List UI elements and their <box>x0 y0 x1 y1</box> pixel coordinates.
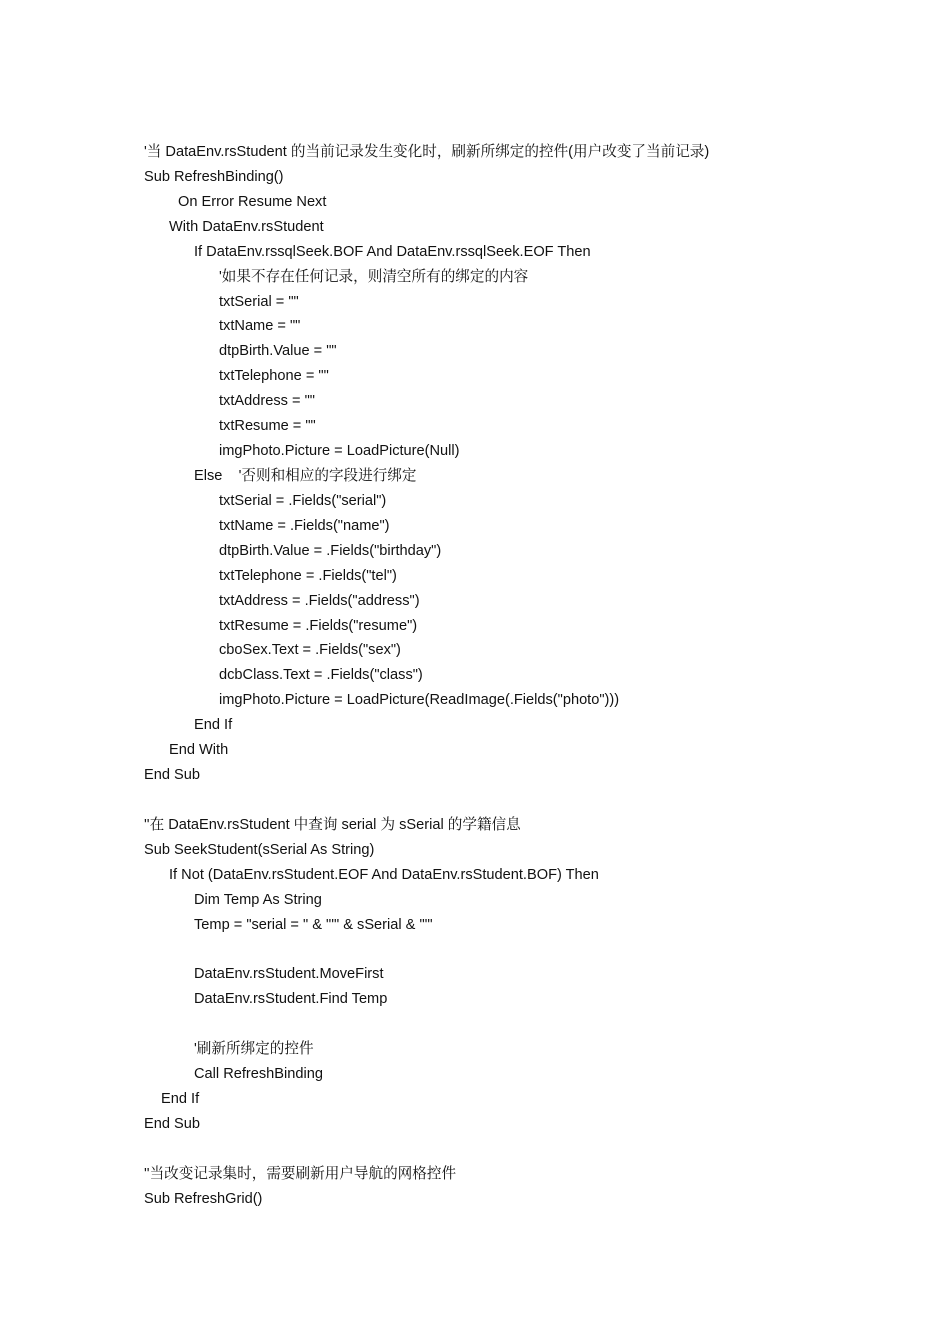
code-line: txtName = "" <box>219 318 301 335</box>
code-line: txtSerial = .Fields("serial") <box>219 492 387 509</box>
code-line: End If <box>194 717 233 734</box>
code-line: txtResume = .Fields("resume") <box>219 617 418 634</box>
code-line: imgPhoto.Picture = LoadPicture(ReadImage(.Fields("photo"))) <box>219 692 620 709</box>
code-line: Sub RefreshBinding() <box>144 168 284 185</box>
code-line: Temp = "serial = " & "'" & sSerial & "'" <box>194 916 433 933</box>
code-line: ''当改变记录集时，需要刷新用户导航的网格控件 <box>144 1165 457 1182</box>
code-line: On Error Resume Next <box>178 193 327 210</box>
code-line: Else '否则和相应的字段进行绑定 <box>194 467 417 484</box>
code-line <box>144 788 924 813</box>
code-line: If DataEnv.rssqlSeek.BOF And DataEnv.rssqlSeek.EOF Then <box>194 243 591 260</box>
code-line: txtAddress = "" <box>219 393 315 410</box>
code-document <box>144 140 924 1212</box>
code-line: DataEnv.rsStudent.Find Temp <box>194 991 388 1008</box>
code-line: txtResume = "" <box>219 418 316 435</box>
code-line <box>144 938 924 963</box>
code-line: Dim Temp As String <box>194 891 322 908</box>
code-line: txtTelephone = "" <box>219 368 329 385</box>
code-line <box>144 1137 924 1162</box>
code-line: Call RefreshBinding <box>194 1066 323 1083</box>
code-line: txtAddress = .Fields("address") <box>219 592 420 609</box>
code-line: End Sub <box>144 1115 200 1132</box>
code-line: '刷新所绑定的控件 <box>194 1041 314 1058</box>
code-line: If Not (DataEnv.rsStudent.EOF And DataEnv.rsStudent.BOF) Then <box>169 866 599 883</box>
code-line: DataEnv.rsStudent.MoveFirst <box>194 966 384 983</box>
code-line: End If <box>161 1091 200 1108</box>
code-line <box>144 1012 924 1037</box>
code-line: dtpBirth.Value = .Fields("birthday") <box>219 542 442 559</box>
code-line: End With <box>169 742 229 759</box>
code-line: txtTelephone = .Fields("tel") <box>219 567 397 584</box>
code-line: Sub SeekStudent(sSerial As String) <box>144 841 375 858</box>
code-line: cboSex.Text = .Fields("sex") <box>219 642 401 659</box>
code-line: txtSerial = "" <box>219 293 299 310</box>
code-line: imgPhoto.Picture = LoadPicture(Null) <box>219 443 460 460</box>
code-line: ''在 DataEnv.rsStudent 中查询 serial 为 sSerial 的学籍信息 <box>144 816 521 833</box>
code-line: Sub RefreshGrid() <box>144 1190 263 1207</box>
code-line: dtpBirth.Value = "" <box>219 343 337 360</box>
code-line: With DataEnv.rsStudent <box>169 218 324 235</box>
code-line: '当 DataEnv.rsStudent 的当前记录发生变化时，刷新所绑定的控件(用户改变了当前记录) <box>144 144 710 160</box>
code-line: '如果不存在任何记录，则清空所有的绑定的内容 <box>219 268 529 285</box>
code-line: End Sub <box>144 767 200 784</box>
code-line: txtName = .Fields("name") <box>219 517 390 534</box>
code-line: dcbClass.Text = .Fields("class") <box>219 667 423 684</box>
